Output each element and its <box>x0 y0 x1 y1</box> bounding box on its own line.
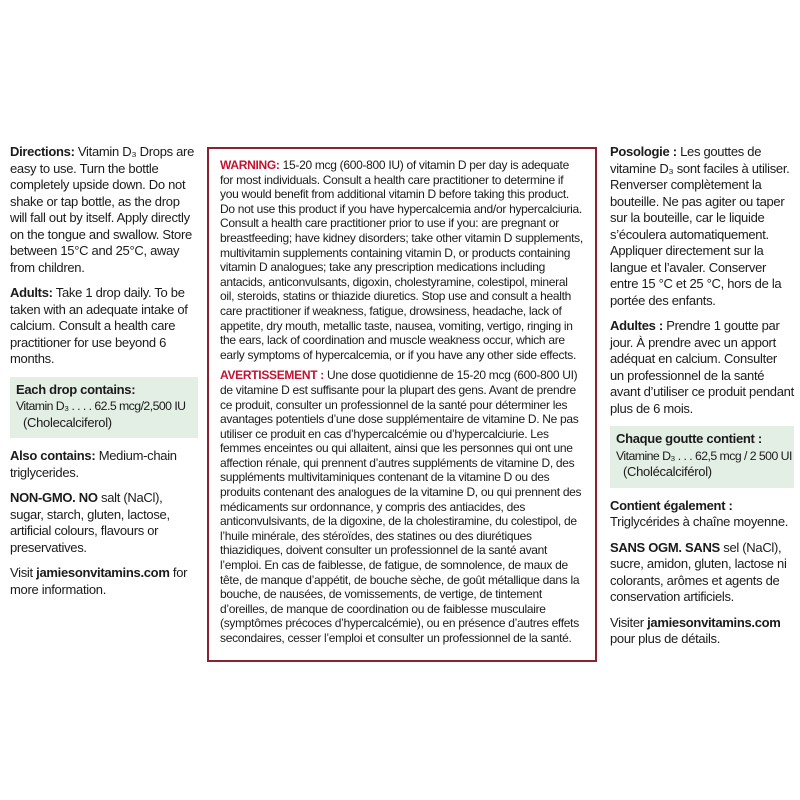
ingredient-amount-line-fr: Vitamine D₃ . . . 62,5 mcg / 2 500 UI <box>616 448 792 463</box>
website-prefix-fr: Visiter <box>610 614 644 630</box>
non-gmo-text: salt (NaCl), sugar, starch, gluten, lactose, artificial colours, flavours or preservatives. <box>10 490 170 555</box>
website-suffix-fr: pour plus de détails. <box>610 631 721 646</box>
adultes-text: Prendre 1 goutte par jour. À prendre avec un apport adéquat en calcium. Consulter un professionnel de la santé avant d’utiliser ce produit pendant plus de 6 mois. <box>610 318 794 416</box>
ingredient-source-line-fr: (Cholécalciférol) <box>623 464 712 479</box>
ingredient-panel-english <box>10 377 198 439</box>
ingredient-panel-french <box>610 426 794 488</box>
sans-ogm-paragraph <box>610 540 794 606</box>
directions-label: Directions: <box>10 144 75 159</box>
also-contains-paragraph <box>10 448 198 481</box>
posologie-text: Les gouttes de vitamine D₃ sont faciles à utiliser. Renverser complètement la bouteille. Ne pas agiter ou taper sur la bouteille, car le liquide s’écoulera automatiquement. Appliquer directement sur la langue et l’avaler. Conserver entre 15 °C et 25 °C, hors de la portée des enfants. <box>610 144 790 308</box>
sans-ogm-text: sel (NaCl), sucre, amidon, gluten, lactose ni colorants, arômes et agents de conservation artificiels. <box>610 539 787 604</box>
website-paragraph-french <box>610 615 794 648</box>
sans-ogm-label: SANS OGM. SANS <box>610 539 720 555</box>
directions-text: Vitamin D₃ Drops are easy to use. Turn the bottle completely upside down. Do not shake or tap bottle, as the drop will fall out by itself. Apply directly on the tongue and swallow. Store between 15°C and 25°C, away from children. <box>10 144 195 275</box>
website-suffix: for more information. <box>10 565 188 597</box>
also-contains-label: Also contains: <box>10 448 96 463</box>
ingredient-panel-title: Each drop contains: <box>16 381 136 397</box>
contient-egalement-text: Triglycérides à chaîne moyenne. <box>610 514 789 529</box>
posologie-label: Posologie : <box>610 144 677 159</box>
warning-label-french: AVERTISSEMENT : <box>220 368 324 383</box>
also-contains-text: Medium-chain triglycerides. <box>10 448 177 480</box>
contient-egalement-label: Contient également : <box>610 497 733 513</box>
website-domain-fr: jamiesonvitamins.com <box>647 614 781 630</box>
adults-label: Adults: <box>10 285 53 300</box>
non-gmo-paragraph <box>10 490 198 556</box>
adultes-paragraph <box>610 318 794 417</box>
ingredient-amount-line: Vitamin D₃ . . . . 62.5 mcg/2,500 IU <box>16 399 186 413</box>
non-gmo-label: NON-GMO. NO <box>10 490 98 505</box>
warning-paragraph-french <box>220 368 584 645</box>
adults-paragraph <box>10 285 198 368</box>
directions-paragraph <box>10 144 198 276</box>
adults-text: Take 1 drop daily. To be taken with an adequate intake of calcium. Consult a health care practitioner for use beyond 6 months. <box>10 285 188 366</box>
warning-text-english: 15-20 mcg (600-800 IU) of vitamin D per day is adequate for most individuals. Consult a health care practitioner to determine if you would benefit from additional vitamin D before taking this product. Do not use this product if you have hypercalcemia and/or hypercalciuria. Consult a health care practitioner prior to use if you: are pregnant or breastfeeding; have kidney disorders; take other vitamin D supplements, multivitamin supplements containing vitamin D, or products containing vitamin D analogues; take any prescription medications including antacids, anticonvulsants, digoxin, cholestyramine, colestipol, mineral oil, steroids, statins or thiazide diuretics. Stop use and consult a health care practitioner if weakness, fatigue, drowsiness, headache, lack of appetite, dry mouth, metallic taste, nausea, vomiting, vertigo, ringing in the ears, lack of coordination and muscle weakness occur, which are early symptoms of hypercalcemia, or if you have any other side effects. <box>220 158 583 362</box>
website-paragraph-english <box>10 565 198 598</box>
right-column-french <box>610 144 794 657</box>
website-domain: jamiesonvitamins.com <box>36 565 170 580</box>
contient-egalement-paragraph <box>610 498 794 531</box>
posologie-paragraph <box>610 144 794 309</box>
left-column-english <box>10 144 198 607</box>
warning-box <box>207 147 597 662</box>
warning-text-french: Une dose quotidienne de 15-20 mcg (600-800 UI) de vitamine D est suffisante pour la plupart des gens. Avant de prendre ce produit, consulter un professionnel de la santé pour déterminer les avantages potentiels d’une dose supplémentaire de vitamine D. Ne pas utiliser ce produit en cas d’hypercalcémie ou d’hypercalciurie. Les femmes enceintes ou qui allaitent, ainsi que les personnes qui ont une affection rénale, qui prennent d’autres suppléments de vitamine D, des suppléments multivitaminiques contenant de la vitamine D ou des produits contenant des analogues de la vitamine D, ou qui prennent des médicaments sur ordonnance, y compris des antiacides, des anticonvulsivants, de la digoxine, de la cholestiramine, du colestipol, de l’huile minérale, des stéroïdes, des statines ou des diurétiques thiazidiques, doivent consulter un professionnel de la santé avant l’emploi. En cas de faiblesse, de fatigue, de somnolence, de maux de tête, de manque d’appétit, de bouche sèche, de goût métallique dans la bouche, de nausées, de vomissements, de vertige, de tintement d’oreilles, de manque de coordination ou de faiblesse musculaire (symptômes précoces d’hypercalcémie), ou en présence d’autres effets secondaires, cesser l’emploi et consulter un professionnel de la santé. <box>220 368 582 645</box>
ingredient-panel-title-fr: Chaque goutte contient : <box>616 431 762 446</box>
ingredient-source-line: (Cholecalciferol) <box>23 414 112 430</box>
warning-label-english: WARNING: <box>220 158 280 172</box>
website-prefix: Visit <box>10 565 33 580</box>
warning-paragraph-english <box>220 158 584 362</box>
adultes-label: Adultes : <box>610 318 663 333</box>
